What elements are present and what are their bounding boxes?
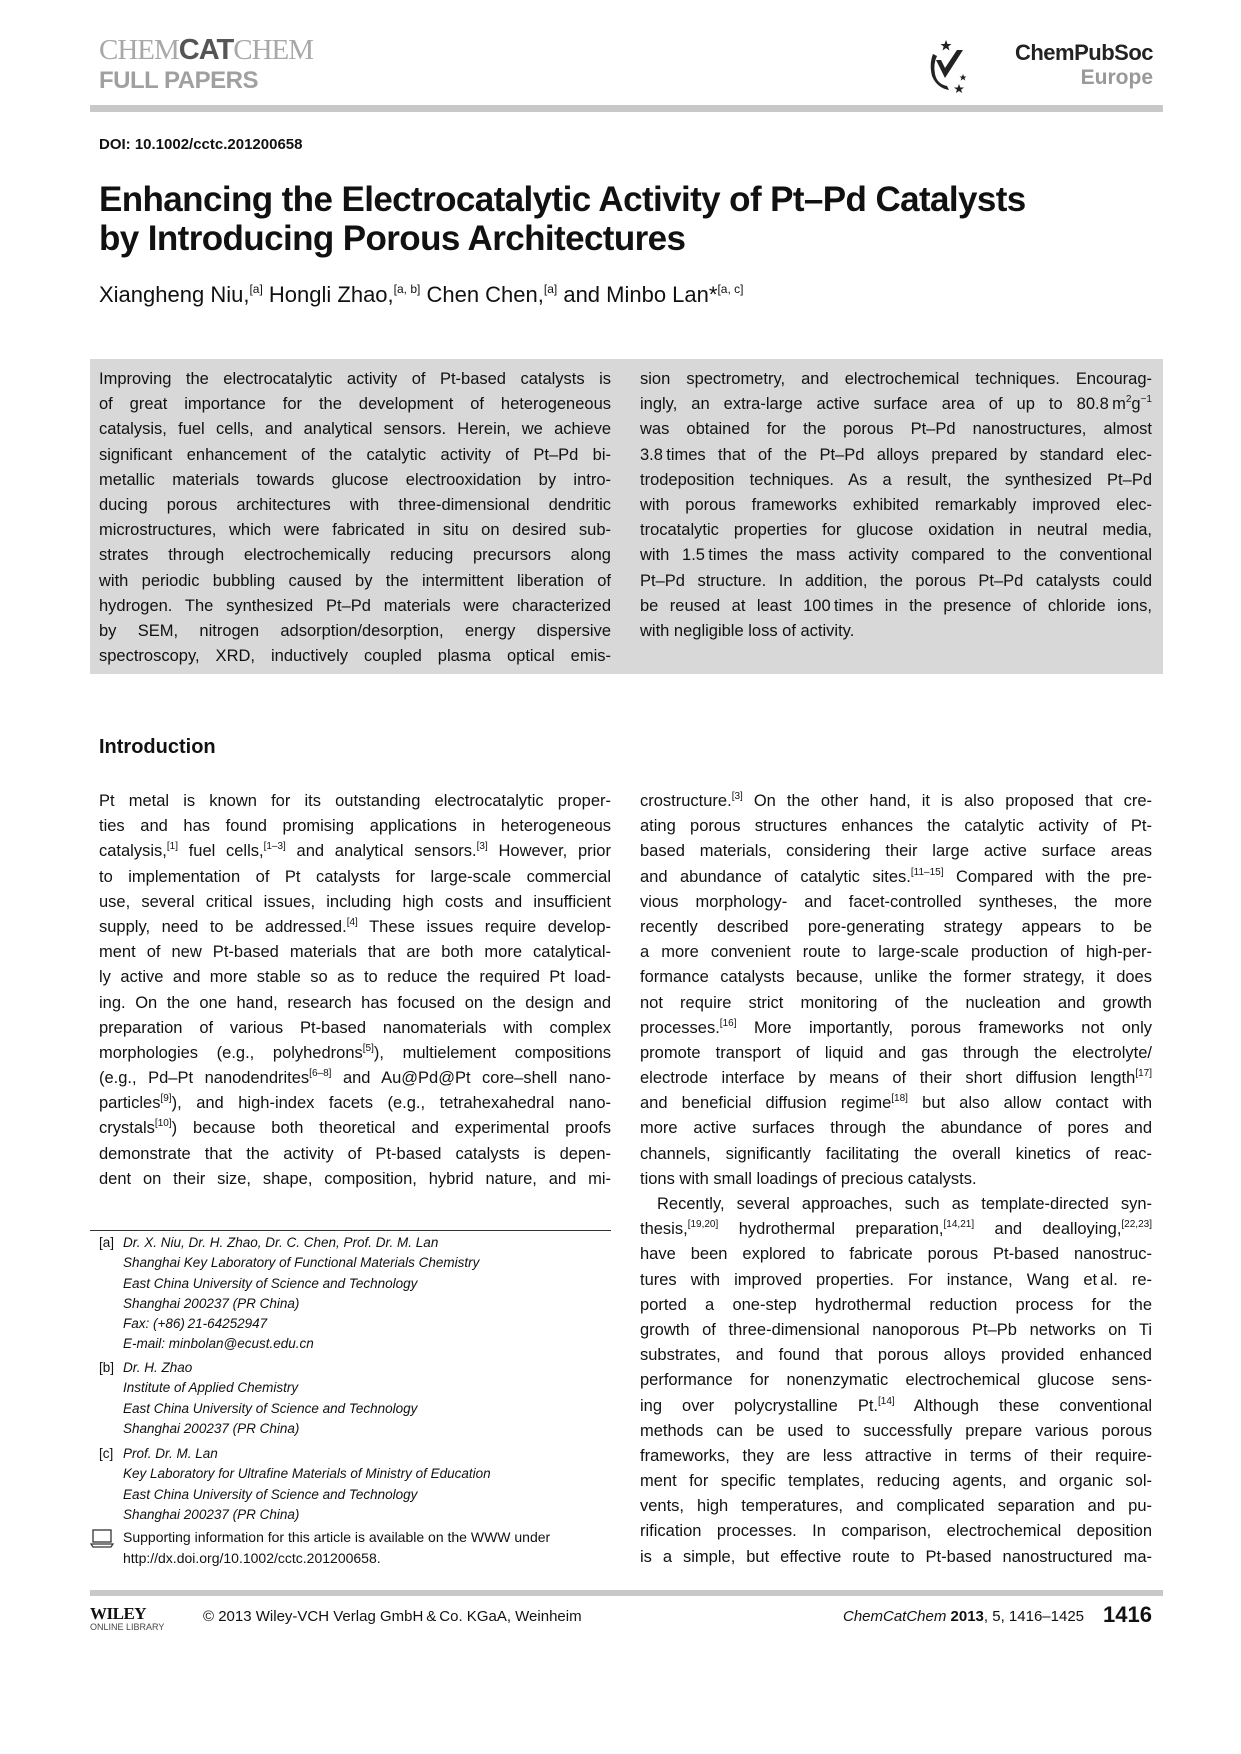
text-line: ating porous structures enhances the catalytic activity of Pt- bbox=[640, 817, 1152, 836]
text-span: crostructure. bbox=[640, 792, 732, 810]
footnote-rule bbox=[90, 1230, 611, 1231]
footnote-line: East China University of Science and Technology bbox=[123, 1400, 418, 1416]
footnote-line: East China University of Science and Technology bbox=[123, 1486, 418, 1502]
text-line: vents, high temperatures, and complicated separation and pu- bbox=[640, 1497, 1152, 1516]
text-line bbox=[640, 1394, 1152, 1419]
text-line bbox=[640, 1217, 1152, 1242]
text-span: g bbox=[1131, 395, 1141, 414]
citation-superscript: [1–3] bbox=[263, 841, 286, 853]
text-line: with negligible loss of activity. bbox=[640, 621, 855, 640]
text-line: rification processes. In comparison, electrochemical deposition bbox=[640, 1522, 1152, 1541]
footnote-text bbox=[123, 1444, 491, 1525]
citation-superscript: [3] bbox=[476, 841, 488, 853]
text-line: recently described pore-generating strategy appears to be bbox=[640, 917, 1152, 936]
text-span: and analytical sensors. bbox=[285, 842, 477, 861]
text-span: On the other hand, it is also proposed that cre- bbox=[742, 792, 1152, 810]
text-line: Pt metal is known for its outstanding electrocatalytic proper- bbox=[99, 792, 611, 810]
text-line: trodeposition techniques. As a result, the synthesized Pt–Pd bbox=[640, 470, 1152, 489]
text-span: and Au@Pd@Pt core–shell nano- bbox=[331, 1069, 611, 1088]
footnote-line: Institute of Applied Chemistry bbox=[123, 1380, 299, 1396]
journal-name-part: CHEM bbox=[233, 34, 314, 66]
text-line bbox=[640, 1066, 1152, 1091]
text-line: of great importance for the development of heterogeneous bbox=[99, 395, 611, 414]
text-line: microstructures, which were fabricated in situ on desired sub- bbox=[99, 521, 611, 540]
text-span: ingly, an extra-large active surface area of up to 80.8 m bbox=[640, 395, 1126, 414]
footer-band bbox=[90, 1590, 1163, 1596]
text-line: 3.8 times that of the Pt–Pd alloys prepared by standard elec- bbox=[640, 445, 1152, 464]
header-band bbox=[90, 105, 1163, 112]
text-line: catalysis, fuel cells, and analytical sensors. Herein, we achieve bbox=[99, 420, 611, 439]
footnote-line: Prof. Dr. M. Lan bbox=[123, 1446, 218, 1461]
text-span: Although these conventional bbox=[894, 1396, 1153, 1415]
citation-superscript: [11–15] bbox=[910, 866, 944, 878]
text-line bbox=[99, 1041, 611, 1066]
wiley-logo-text: WILEY bbox=[90, 1604, 147, 1623]
citation-superscript: [17] bbox=[1135, 1068, 1152, 1080]
chempubsoc-emblem-icon bbox=[923, 38, 969, 94]
text-span: processes. bbox=[640, 1018, 720, 1037]
citation-superscript: [22,23] bbox=[1121, 1219, 1152, 1231]
author-name: Hongli Zhao, bbox=[262, 282, 394, 307]
footnote-line: Fax: (+86) 21-64252947 bbox=[123, 1316, 268, 1332]
footnote-text bbox=[123, 1358, 417, 1439]
text-line bbox=[640, 1016, 1152, 1041]
footnote-line: Shanghai Key Laboratory of Functional Materials Chemistry bbox=[123, 1255, 480, 1271]
text-line bbox=[99, 1116, 611, 1141]
text-line: demonstrate that the activity of Pt-based catalysts is depen- bbox=[99, 1144, 611, 1163]
text-line bbox=[99, 839, 611, 864]
wiley-logo-subtext: ONLINE LIBRARY bbox=[90, 1622, 165, 1632]
text-line: be reused at least 100 times in the presence of chloride ions, bbox=[640, 596, 1152, 615]
publisher-name: ChemPubSoc bbox=[1014, 40, 1153, 65]
affiliation-mark: [a] bbox=[249, 282, 263, 296]
text-span: ), and high-index facets (e.g., tetrahexahedral nano- bbox=[171, 1094, 611, 1113]
affiliation-mark: [a, c] bbox=[717, 282, 744, 296]
text-line: use, several critical issues, including high costs and insufficient bbox=[99, 892, 611, 911]
text-span: and dealloying, bbox=[974, 1220, 1122, 1239]
citation-superscript: [16] bbox=[719, 1017, 737, 1029]
affiliation-mark: [a] bbox=[543, 282, 558, 296]
text-line: metallic materials towards glucose electrooxidation by intro- bbox=[99, 470, 611, 489]
text-span: but also allow contact with bbox=[907, 1094, 1152, 1113]
author-name: and Minbo Lan* bbox=[557, 282, 718, 307]
text-line: trocatalytic properties for glucose oxidation in neutral media, bbox=[640, 521, 1152, 540]
footnote-line: Dr. X. Niu, Dr. H. Zhao, Dr. C. Chen, Prof. Dr. M. Lan bbox=[123, 1235, 439, 1250]
text-line: with porous frameworks exhibited remarkably improved elec- bbox=[640, 495, 1152, 514]
text-line: with periodic bubbling caused by the intermittent liberation of bbox=[99, 571, 611, 590]
text-line: ment of new Pt-based materials that are both more catalytical- bbox=[99, 943, 611, 962]
text-span: supply, need to be addressed. bbox=[99, 917, 347, 936]
text-line: more active surfaces through the abundance of pores and bbox=[640, 1119, 1152, 1138]
text-line: is a simple, but effective route to Pt-based nanostructured ma- bbox=[640, 1547, 1152, 1566]
text-line: Pt–Pd structure. In addition, the porous Pt–Pd catalysts could bbox=[640, 571, 1152, 590]
text-line bbox=[99, 1091, 611, 1116]
text-line bbox=[640, 865, 1152, 890]
citation-superscript: [4] bbox=[346, 916, 358, 928]
text-line bbox=[640, 392, 1152, 417]
text-span: hydrothermal preparation, bbox=[718, 1220, 944, 1239]
computer-icon bbox=[90, 1529, 114, 1549]
text-span: particles bbox=[99, 1094, 161, 1113]
supporting-info-text bbox=[123, 1527, 550, 1568]
text-span: fuel cells, bbox=[177, 842, 264, 861]
text-line: ing. On the one hand, research has focused on the design and bbox=[99, 993, 611, 1012]
text-line: methods can be used to successfully prepare various porous bbox=[640, 1421, 1152, 1440]
footnote-line: East China University of Science and Technology bbox=[123, 1275, 418, 1291]
article-title bbox=[99, 180, 1026, 258]
citation bbox=[843, 1608, 1084, 1625]
footnote-label: [b] bbox=[99, 1360, 115, 1375]
text-line: promote transport of liquid and gas through the electrolyte/ bbox=[640, 1043, 1152, 1062]
paragraph bbox=[640, 367, 1152, 644]
journal-abbrev: ChemCatChem bbox=[842, 1608, 947, 1625]
citation-superscript: 2 bbox=[1125, 394, 1132, 406]
text-span: and abundance of catalytic sites. bbox=[640, 867, 911, 886]
text-line: Recently, several approaches, such as template-directed syn- bbox=[657, 1195, 1152, 1213]
footnote-text bbox=[123, 1233, 479, 1355]
text-line: substrates, and found that porous alloys provided enhanced bbox=[640, 1346, 1152, 1365]
text-line: ported a one-step hydrothermal reduction process for the bbox=[640, 1295, 1152, 1314]
text-line: a more convenient route to large-scale production of high-per- bbox=[640, 943, 1152, 962]
citation-superscript: [14,21] bbox=[943, 1219, 975, 1231]
text-span: crystals bbox=[99, 1119, 155, 1138]
body-column-right bbox=[640, 789, 1152, 1570]
author-name: Xiangheng Niu, bbox=[99, 282, 250, 307]
text-line: significant enhancement of the catalytic activity of Pt–Pd bi- bbox=[99, 445, 611, 464]
abstract-column-left bbox=[99, 367, 611, 669]
journal-name bbox=[99, 34, 313, 66]
text-span: These issues require develop- bbox=[357, 917, 611, 936]
paragraph bbox=[99, 367, 611, 669]
copyright: © 2013 Wiley-VCH Verlag GmbH & Co. KGaA, Weinheim bbox=[203, 1608, 582, 1625]
citation-superscript: [6–8] bbox=[309, 1068, 332, 1080]
journal-name-part: CAT bbox=[178, 34, 234, 66]
paragraph bbox=[640, 1192, 1152, 1570]
text-line bbox=[99, 1066, 611, 1091]
publisher-region: Europe bbox=[1080, 66, 1153, 89]
text-line bbox=[99, 915, 611, 940]
text-line: channels, significantly facilitating the overall kinetics of reac- bbox=[640, 1144, 1152, 1163]
text-line: ly active and more stable so as to reduce the required Pt load- bbox=[99, 968, 611, 987]
abstract-column-right bbox=[640, 367, 1152, 644]
text-line: hydrogen. The synthesized Pt–Pd materials were characterized bbox=[99, 596, 611, 615]
footnote-label: [a] bbox=[99, 1235, 115, 1250]
footnote-line: Shanghai 200237 (PR China) bbox=[123, 1295, 300, 1311]
text-line: was obtained for the porous Pt–Pd nanostructures, almost bbox=[640, 420, 1152, 439]
text-line: ment for specific templates, reducing agents, and organic sol- bbox=[640, 1472, 1152, 1491]
text-line bbox=[640, 789, 1152, 814]
text-line: performance for nonenzymatic electrochemical glucose sens- bbox=[640, 1371, 1152, 1390]
text-line: ties and has found promising applications in heterogeneous bbox=[99, 817, 611, 836]
paragraph bbox=[640, 789, 1152, 1192]
citation-superscript: [19,20] bbox=[687, 1219, 719, 1231]
supporting-info-line: Supporting information for this article is available on the WWW under bbox=[123, 1529, 551, 1545]
text-line: vious morphology- and facet-controlled syntheses, the more bbox=[640, 892, 1152, 911]
footnote-line: Shanghai 200237 (PR China) bbox=[123, 1506, 300, 1522]
text-line: preparation of various Pt-based nanomaterials with complex bbox=[99, 1018, 611, 1037]
text-line: Improving the electrocatalytic activity of Pt-based catalysts is bbox=[99, 370, 611, 388]
text-line: to implementation of Pt catalysts for large-scale commercial bbox=[99, 867, 611, 886]
text-line: with 1.5 times the mass activity compared to the conventional bbox=[640, 546, 1152, 565]
text-span: However, prior bbox=[487, 842, 611, 861]
text-span: ), multielement compositions bbox=[373, 1043, 611, 1062]
citation-superscript: −1 bbox=[1140, 394, 1152, 406]
citation-volume-pages: , 5, 1416–1425 bbox=[983, 1608, 1084, 1625]
footnote-label: [c] bbox=[99, 1446, 114, 1461]
text-line: frameworks, they are less attractive in terms of their require- bbox=[640, 1446, 1152, 1465]
text-line: strates through electrochemically reducing precursors along bbox=[99, 546, 611, 565]
title-line: by Introducing Porous Architectures bbox=[99, 219, 686, 258]
citation-year: 2013 bbox=[950, 1608, 984, 1625]
text-line bbox=[640, 1091, 1152, 1116]
author-list bbox=[99, 282, 743, 308]
supporting-info-link[interactable]: http://dx.doi.org/10.1002/cctc.201200658. bbox=[123, 1549, 381, 1566]
footnote-line: Key Laboratory for Ultrafine Materials of Ministry of Education bbox=[123, 1466, 491, 1482]
text-span: ing over polycrystalline Pt. bbox=[640, 1396, 878, 1415]
body-column-left bbox=[99, 789, 611, 1192]
text-line: growth of three-dimensional nanoporous Pt–Pb networks on Ti bbox=[640, 1320, 1152, 1339]
author-name: Chen Chen, bbox=[420, 282, 544, 307]
footnote-line: Dr. H. Zhao bbox=[123, 1360, 193, 1375]
text-span: ) because both theoretical and experimental proofs bbox=[171, 1119, 611, 1138]
text-line: dent on their size, shape, composition, hybrid nature, and mi- bbox=[99, 1169, 611, 1188]
affiliation-mark: [a, b] bbox=[393, 282, 421, 296]
title-line: Enhancing the Electrocatalytic Activity of Pt–Pd Catalysts bbox=[99, 180, 1026, 219]
citation-superscript: [5] bbox=[362, 1042, 374, 1054]
chempubsoc-logo bbox=[923, 38, 1153, 98]
text-line: based materials, considering their large active surface areas bbox=[640, 842, 1152, 861]
text-span: More importantly, porous frameworks not only bbox=[736, 1018, 1152, 1037]
footnote-line: E-mail: minbolan@ecust.edu.cn bbox=[123, 1336, 314, 1352]
page-number: 1416 bbox=[1103, 1602, 1152, 1627]
text-line: tures with improved properties. For instance, Wang et al. re- bbox=[640, 1270, 1152, 1289]
citation-superscript: [9] bbox=[160, 1093, 172, 1105]
section-type: FULL PAPERS bbox=[99, 67, 258, 94]
text-span: catalysis, bbox=[99, 842, 167, 861]
doi: DOI: 10.1002/cctc.201200658 bbox=[99, 136, 303, 153]
text-span: morphologies (e.g., polyhedrons bbox=[99, 1043, 363, 1062]
text-span: (e.g., Pd–Pt nanodendrites bbox=[99, 1069, 310, 1088]
text-line: sion spectrometry, and electrochemical techniques. Encourag- bbox=[640, 370, 1152, 388]
text-span: and beneficial diffusion regime bbox=[640, 1094, 892, 1113]
section-heading-introduction: Introduction bbox=[99, 736, 216, 758]
text-span: electrode interface by means of their short diffusion length bbox=[640, 1069, 1136, 1088]
paragraph bbox=[99, 789, 611, 1192]
text-span: Compared with the pre- bbox=[943, 867, 1152, 886]
text-line: by SEM, nitrogen adsorption/desorption, energy dispersive bbox=[99, 621, 611, 640]
text-line: ducing porous architectures with three-dimensional dendritic bbox=[99, 495, 611, 514]
citation-superscript: [1] bbox=[166, 841, 178, 853]
text-line: spectroscopy, XRD, inductively coupled plasma optical emis- bbox=[99, 647, 611, 666]
footnote-line: Shanghai 200237 (PR China) bbox=[123, 1420, 300, 1436]
text-span: thesis, bbox=[640, 1220, 688, 1239]
citation-superscript: [10] bbox=[154, 1118, 172, 1130]
journal-name-part: CHEM bbox=[99, 34, 179, 66]
text-line: formance catalysts because, unlike the former strategy, it does bbox=[640, 968, 1152, 987]
text-line: have been explored to fabricate porous Pt-based nanostruc- bbox=[640, 1245, 1152, 1264]
text-line: not require strict monitoring of the nucleation and growth bbox=[640, 993, 1152, 1012]
wiley-online-library-logo bbox=[90, 1604, 164, 1632]
citation-superscript: [18] bbox=[891, 1093, 908, 1105]
citation-superscript: [14] bbox=[878, 1395, 895, 1407]
citation-superscript: [3] bbox=[731, 791, 743, 802]
text-line: tions with small loadings of precious catalysts. bbox=[640, 1169, 977, 1188]
